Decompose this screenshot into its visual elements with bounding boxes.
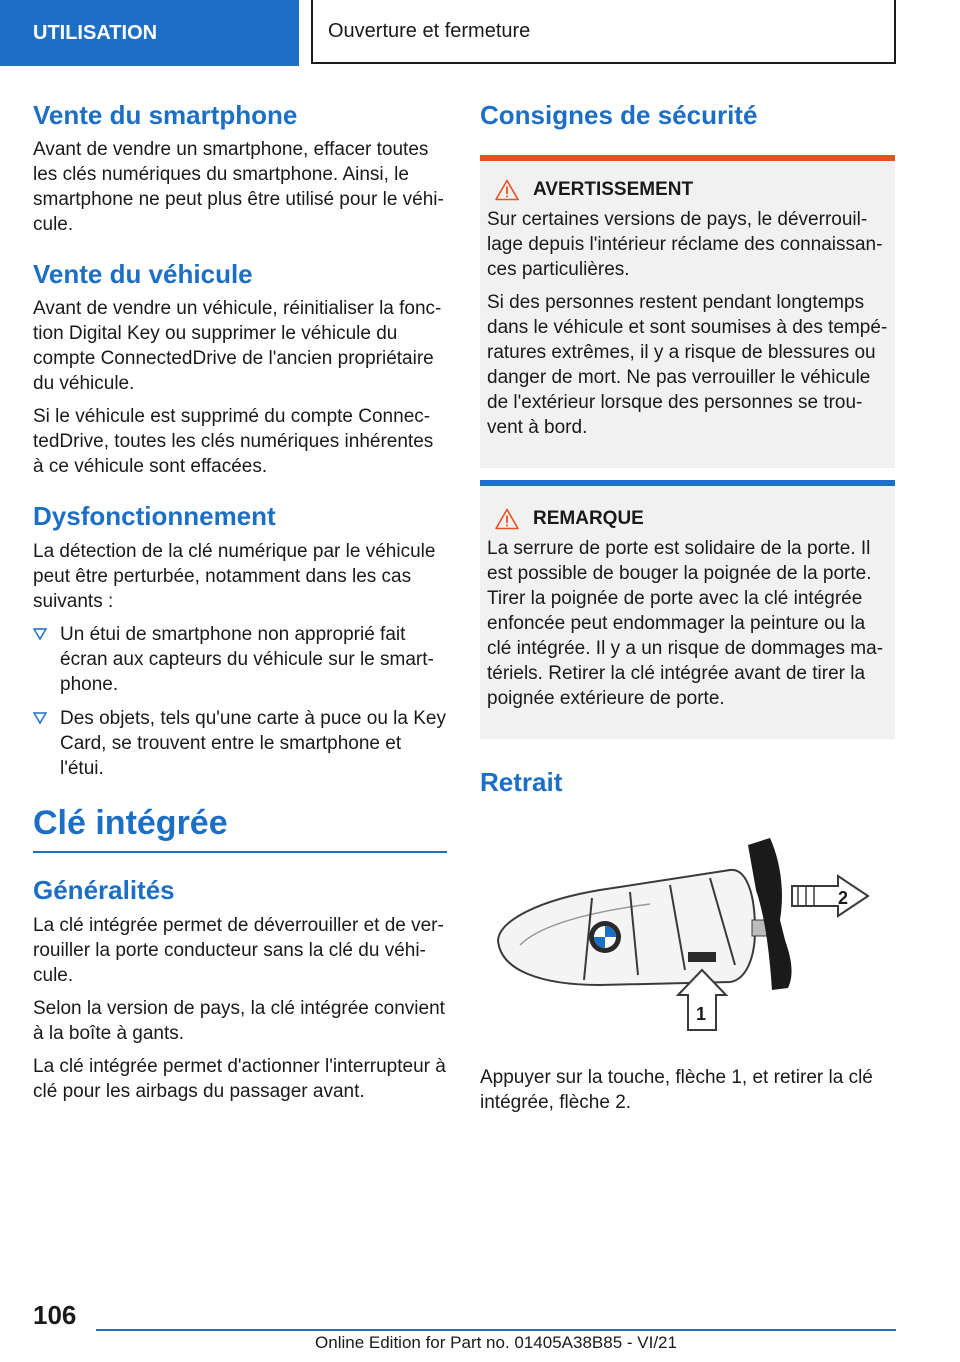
footer-divider — [96, 1329, 896, 1331]
paragraph: La serrure de porte est solidaire de la porte. Il est possible de bouger la poignée de la porte. Tirer la poignée de porte avec la clé intégrée enfoncée peut endommager la peinture ou la clé intégrée. Il y a un risque de dommages ma-tériels. Retirer la clé intégrée avant de tirer la poignée extérieure de porte. — [487, 538, 884, 710]
warning-title — [487, 179, 888, 201]
page-number: 106 — [33, 1300, 77, 1330]
triangle-bullet-icon — [33, 627, 47, 641]
footer-edition: Online Edition for Part no. 01405A38B85 - VI/21 — [315, 1333, 677, 1352]
chapter-heading-block — [33, 803, 447, 854]
list-item — [33, 622, 447, 697]
heading-retrait: Retrait — [480, 767, 563, 798]
section-dysfonctionnement — [33, 501, 447, 780]
figure-caption: Appuyer sur la touche, flèche 1, et retirer la clé intégrée, flèche 2. — [480, 1067, 873, 1114]
section-tab: UTILISATION — [0, 0, 299, 66]
right-column — [480, 100, 895, 1123]
section-retrait — [480, 767, 895, 1115]
heading-vente-vehicule: Vente du véhicule — [33, 259, 253, 290]
list-item — [33, 706, 447, 781]
paragraph: Si des personnes restent pendant longtemps dans le véhicule et sont soumises à des tempé-ratures extrêmes, il y a risque de blessures ou danger de mort. Ne pas verrouiller le véhicule de l'extérieur lorsque des personnes se trou-vent à bord. — [487, 292, 888, 439]
note-title — [487, 508, 888, 530]
chapter-title: Ouverture et fermeture — [311, 0, 896, 64]
heading-dysfonctionnement: Dysfonctionnement — [33, 501, 276, 532]
warning-triangle-icon — [495, 179, 519, 201]
heading-generalites: Généralités — [33, 875, 175, 906]
page-header — [0, 0, 960, 66]
paragraph: La clé intégrée permet de déverrouiller et de ver-rouiller la porte conducteur sans la clé du véhi-cule. — [33, 914, 444, 986]
triangle-bullet-icon — [33, 711, 47, 725]
note-label: REMARQUE — [533, 508, 644, 530]
paragraph: Sur certaines versions de pays, le déverrouil-lage depuis l'intérieur réclame des connaissan-ces particulières. — [487, 209, 883, 281]
warning-triangle-icon — [495, 508, 519, 530]
heading-consignes: Consignes de sécurité — [480, 100, 758, 130]
note-box — [480, 480, 895, 739]
arrow-2-label: 2 — [838, 888, 849, 909]
section-vente-smartphone — [33, 100, 447, 237]
paragraph: Si le véhicule est supprimé du compte Connec-tedDrive, toutes les clés numériques inhérentes à ce véhicule sont effacées. — [33, 406, 434, 478]
paragraph: La clé intégrée permet d'actionner l'interrupteur à clé pour les airbags du passager avant. — [33, 1055, 446, 1102]
heading-cle-integree: Clé intégrée — [33, 803, 228, 842]
list-item-text: Des objets, tels qu'une carte à puce ou la Key Card, se trouvent entre le smartphone et l'étui. — [60, 707, 446, 779]
left-column — [33, 100, 447, 1126]
paragraph: Selon la version de pays, la clé intégrée convient à la boîte à gants. — [33, 997, 445, 1044]
paragraph: Avant de vendre un véhicule, réinitialiser la fonc-tion Digital Key ou supprimer le véhicule du compte ConnectedDrive de l'ancien propriétaire du véhicule. — [33, 298, 442, 395]
arrow-1-label: 1 — [696, 1004, 707, 1025]
bullet-list — [33, 622, 447, 781]
warning-label: AVERTISSEMENT — [533, 179, 694, 201]
arrow-2-icon — [792, 876, 868, 916]
heading-vente-smartphone: Vente du smartphone — [33, 100, 298, 130]
key-removal-illustration — [480, 820, 895, 1060]
section-vente-vehicule — [33, 259, 447, 479]
warning-box — [480, 155, 895, 468]
paragraph: Avant de vendre un smartphone, effacer toutes les clés numériques du smartphone. Ainsi, le smartphone ne peut plus être utilisé pour le véhi-cule. — [33, 139, 444, 236]
section-generalites — [33, 875, 447, 1103]
list-item-text: Un étui de smartphone non approprié fait écran aux capteurs du véhicule sur le smart-phone. — [60, 623, 434, 695]
paragraph: La détection de la clé numérique par le véhicule peut être perturbée, notamment dans les cas suivants : — [33, 540, 436, 612]
